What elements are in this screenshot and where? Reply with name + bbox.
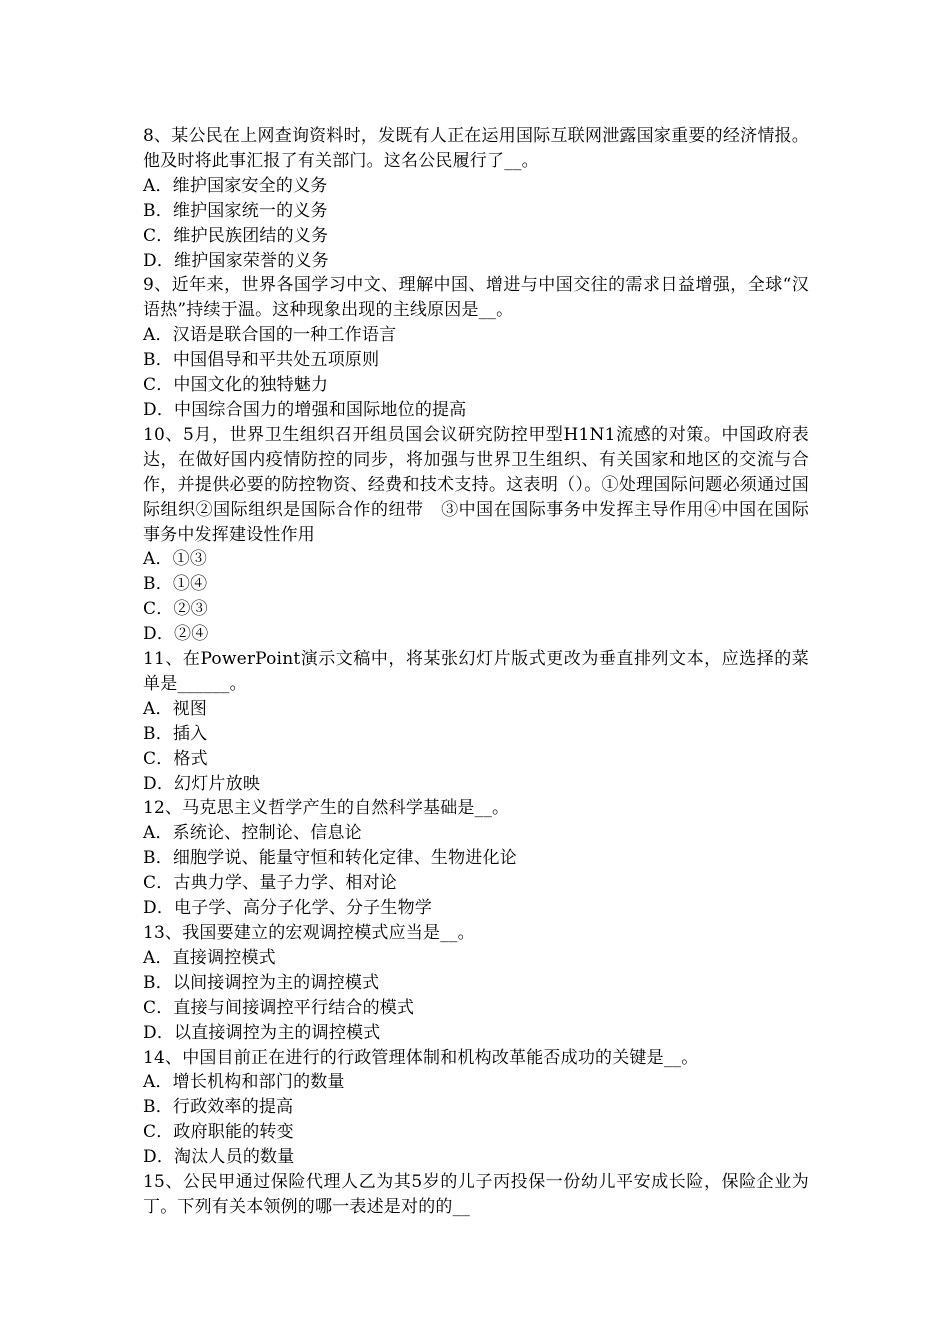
answer-option: B．行政效率的提高: [143, 1097, 294, 1118]
question-stem: 13、我国要建立的宏观调控模式应当是__。: [143, 923, 475, 943]
question-stem: 10、5月，世界卫生组织召开组员国会议研究防控甲型H1N1流感的对策。中国政府表达，在做好国内疫情防控的同步，将加强与世界卫生组织、有关国家和地区的交流与合作，并提供必要的防控物资、经费和技术支持。这表明（）。①处理国际问题必须通过国际组织②国际组织是国际合作的纽带 ③中国在国际事务中发挥主导作用④中国在国际事务中发挥建设性作用: [143, 424, 809, 545]
answer-option: B．中国倡导和平共处五项原则: [143, 350, 380, 371]
answer-option: A．视图: [143, 698, 208, 719]
question-stem: 9、近年来，世界各国学习中文、理解中国、增进与中国交往的需求日益增强，全球“汉语热”持续于温。这种现象出现的主线原因是__。: [143, 275, 809, 321]
answer-option: B．细胞学说、能量守恒和转化定律、生物进化论: [143, 848, 517, 869]
question-stem: 12、马克思主义哲学产生的自然科学基础是__。: [143, 798, 510, 819]
answer-option: C．直接与间接调控平行结合的模式: [143, 997, 415, 1018]
answer-option: B．①④: [143, 574, 208, 595]
answer-option: C．格式: [143, 748, 208, 769]
question-item: [143, 1046, 809, 1171]
answer-option: C．维护民族团结的义务: [143, 225, 329, 246]
answer-option: A．①③: [143, 549, 208, 570]
answer-option: D．电子学、高分子化学、分子生物学: [143, 898, 433, 919]
answer-option: C．政府职能的转变: [143, 1122, 294, 1143]
answer-option: D．幻灯片放映: [143, 773, 261, 794]
question-item: [143, 1170, 809, 1220]
answer-option: A．系统论、控制论、信息论: [143, 823, 362, 844]
question-stem: 14、中国目前正在进行的行政管理体制和机构改革能否成功的关键是__。: [143, 1047, 699, 1068]
answer-option: A．直接调控模式: [143, 947, 276, 968]
answer-option: A．汉语是联合国的一种工作语言: [143, 325, 397, 346]
answer-option: B．维护国家统一的义务: [143, 200, 328, 221]
answer-option: D．中国综合国力的增强和国际地位的提高: [143, 399, 467, 420]
answer-option: C．古典力学、量子力学、相对论: [143, 873, 398, 894]
question-item: [143, 273, 809, 422]
question-stem: 11、在PowerPoint演示文稿中，将某张幻灯片版式更改为垂直排列文本，应选择的菜单是______。: [143, 649, 809, 694]
question-stem: 15、公民甲通过保险代理人乙为其5岁的儿子丙投保一份幼儿平安成长险，保险企业为丁。下列有关本领例的哪一表述是对的的__: [143, 1172, 809, 1217]
answer-option: B．以间接调控为主的调控模式: [143, 972, 380, 993]
question-item: [143, 796, 809, 921]
answer-option: B．插入: [143, 723, 208, 744]
question-item: [143, 647, 809, 796]
answer-option: A．维护国家安全的义务: [143, 175, 328, 196]
question-item: [143, 423, 809, 647]
question-stem: 8、某公民在上网查询资料时，发既有人正在运用国际互联网泄露国家重要的经济情报。他及时将此事汇报了有关部门。这名公民履行了__。: [143, 126, 809, 171]
question-item: [143, 124, 809, 273]
answer-option: C．②③: [143, 599, 208, 620]
answer-option: D．维护国家荣誉的义务: [143, 250, 329, 271]
question-item: [143, 921, 809, 1046]
answer-option: D．淘汰人员的数量: [143, 1147, 295, 1168]
answer-option: D．以直接调控为主的调控模式: [143, 1022, 381, 1043]
question-list: [143, 124, 809, 1220]
answer-option: A．增长机构和部门的数量: [143, 1072, 345, 1093]
answer-option: D．②④: [143, 624, 209, 645]
answer-option: C．中国文化的独特魅力: [143, 375, 329, 396]
